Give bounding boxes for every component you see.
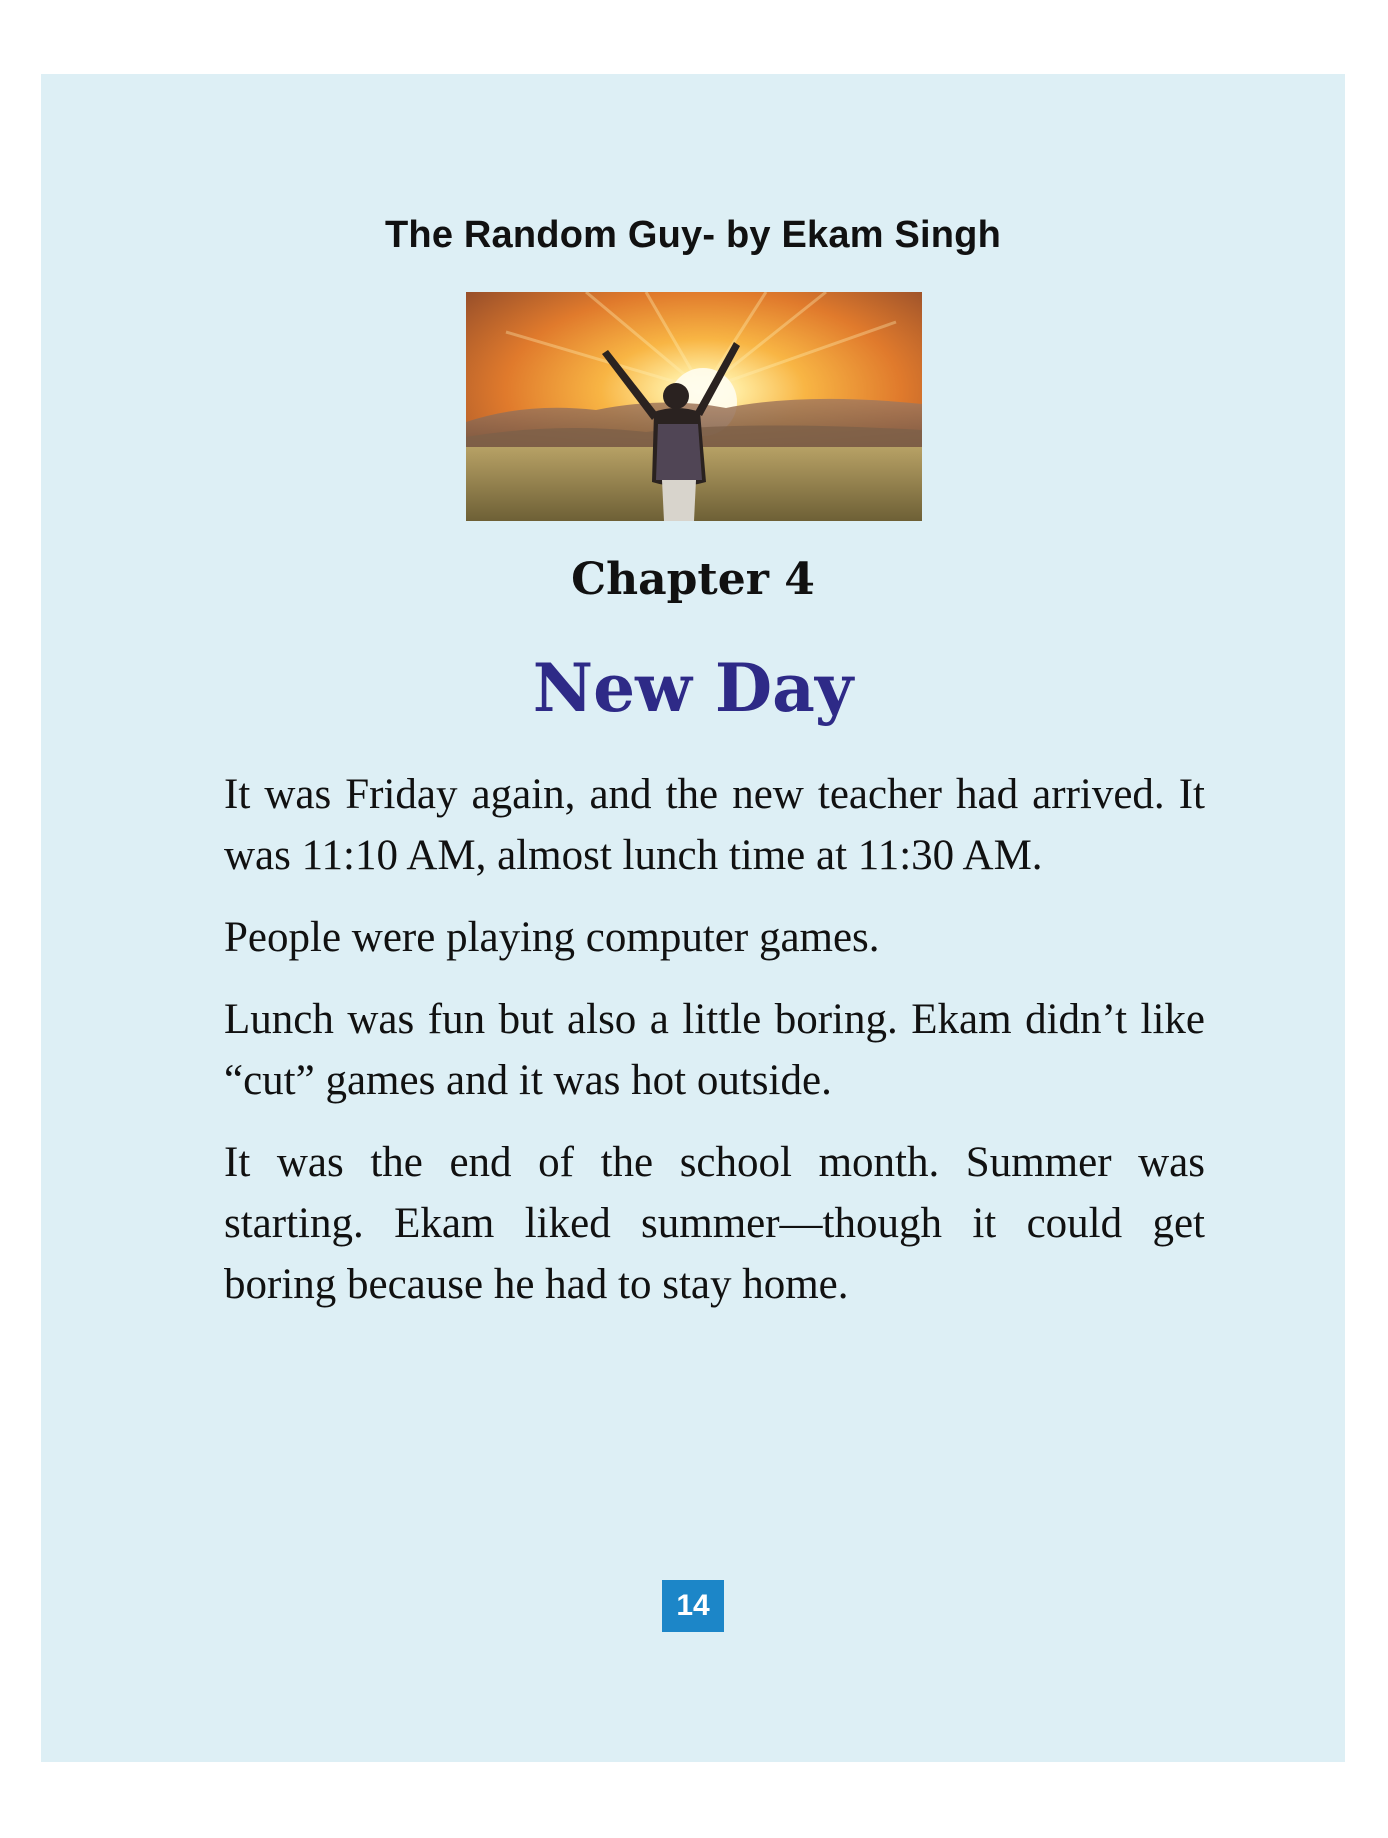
sunrise-person-arms-raised-image [466,292,922,521]
story-paragraph: It was the end of the school month. Summer was starting. Ekam liked summer—though it could get boring because he had to stay home. [224,1139,1205,1308]
chapter-title: New Day [532,649,854,727]
story-paragraph: People were playing computer games. [224,914,880,961]
page-number-badge: 14 [662,1580,724,1632]
chapter-number: Chapter 4 [571,554,815,605]
story-paragraph: It was Friday again, and the new teacher had arrived. It was 11:10 AM, almost lunch time at 11:30 AM. [224,771,1205,879]
page-panel [41,74,1345,1762]
story-paragraph: Lunch was fun but also a little boring. Ekam didn’t like “cut” games and it was hot outside. [224,996,1205,1104]
story-body [224,764,1205,1336]
book-header-title: The Random Guy- by Ekam Singh [385,214,1001,256]
